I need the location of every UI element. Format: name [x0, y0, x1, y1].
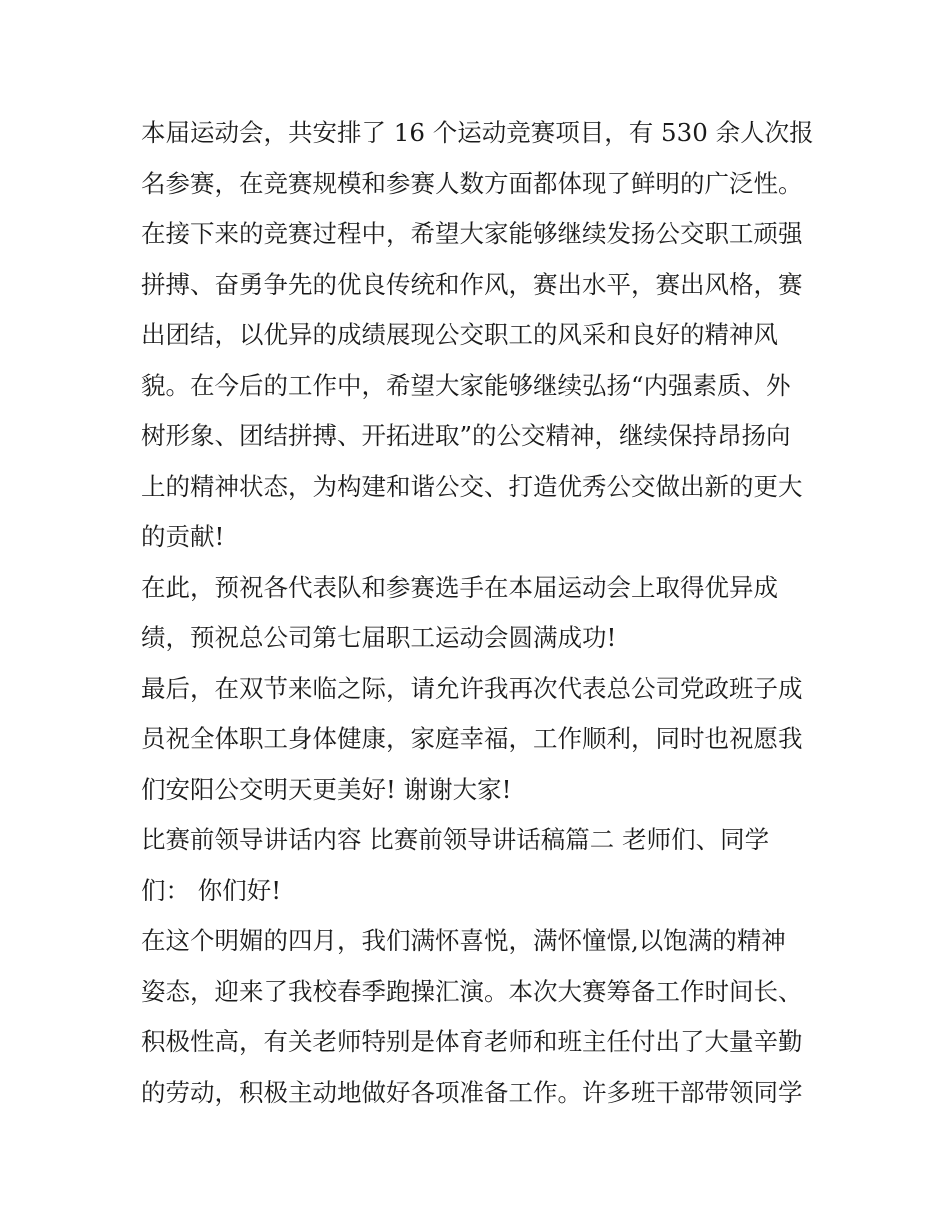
text-line: 拼搏、奋勇争先的优良传统和作风，赛出水平，赛出风格，赛: [141, 269, 803, 299]
text-line: 在此，预祝各代表队和参赛选手在本届运动会上取得优异成: [141, 572, 778, 602]
text-line: 的贡献!: [141, 522, 225, 551]
text-line: 比赛前领导讲话内容 比赛前领导讲话稿篇二 老师们、同学: [141, 825, 770, 854]
text-line: 出团结，以优异的成绩展现公交职工的风采和良好的精神风: [141, 320, 778, 349]
text-line: 本届运动会，共安排了 16 个运动竞赛项目，有 530 余人次报: [141, 118, 814, 147]
text-line: 在接下来的竞赛过程中，希望大家能够继续发扬公交职工顽强: [141, 219, 803, 248]
text-line: 名参赛，在竞赛规模和参赛人数方面都体现了鲜明的广泛性。: [141, 168, 803, 198]
text-line: 貌。在今后的工作中，希望大家能够继续弘扬“内强素质、外: [141, 370, 791, 400]
text-line: 员祝全体职工身体健康，家庭幸福，工作顺利，同时也祝愿我: [141, 724, 803, 753]
text-line: 上的精神状态，为构建和谐公交、打造优秀公交做出新的更大: [141, 471, 803, 501]
text-line: 姿态，迎来了我校春季跑操汇演。本次大赛筹备工作时间长、: [141, 976, 803, 1006]
text-line: 们安阳公交明天更美好! 谢谢大家!: [141, 774, 512, 804]
text-line: 在这个明媚的四月，我们满怀喜悦，满怀憧憬,以饱满的精神: [141, 926, 786, 955]
text-line: 最后，在双节来临之际，请允许我再次代表总公司党政班子成: [141, 673, 803, 703]
text-line: 树形象、团结拼搏、开拓进取”的公交精神，继续保持昂扬向: [141, 421, 791, 450]
text-line: 积极性高，有关老师特别是体育老师和班主任付出了大量辛勤: [141, 1027, 803, 1056]
text-line: 绩，预祝总公司第七届职工运动会圆满成功!: [141, 623, 617, 652]
body-text: [141, 108, 841, 1118]
text-line: 们： 你们好!: [141, 875, 282, 905]
text-line: 的劳动，积极主动地做好各项准备工作。许多班干部带领同学: [141, 1077, 803, 1107]
